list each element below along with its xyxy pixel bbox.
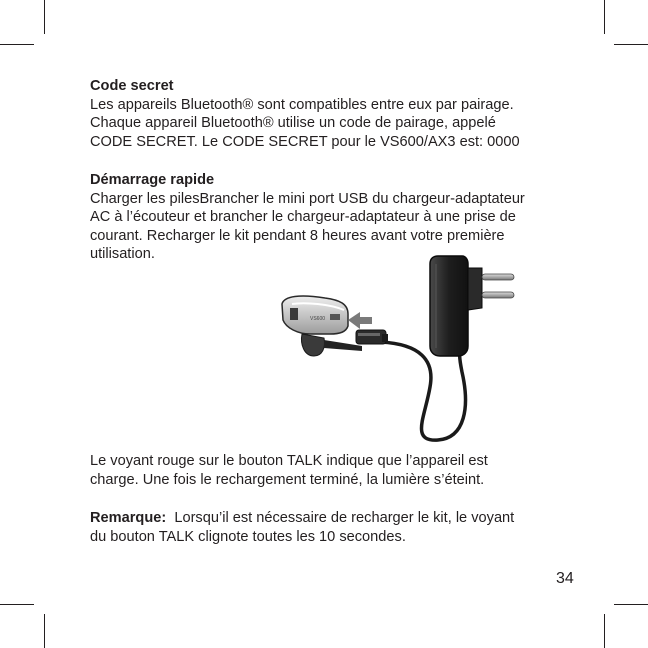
note-text-1: Lorsqu’il est nécessaire de recharger le kit, le voyant	[166, 510, 515, 526]
code-secret-line: Chaque appareil Bluetooth® utilise un code de pairage, appelé	[90, 115, 496, 132]
crop-mark-top-right-horizontal	[614, 44, 648, 45]
charging-illustration	[270, 252, 530, 442]
crop-mark-top-left-horizontal	[0, 44, 34, 45]
code-secret-line: CODE SECRET. Le CODE SECRET pour le VS600/AX3 est: 0000	[90, 133, 520, 150]
led-line: Le voyant rouge sur le bouton TALK indique que l’appareil est	[90, 453, 488, 469]
quick-start-line: Charger les pilesBrancher le mini port USB du chargeur-adaptateur	[90, 190, 525, 207]
quick-start-heading: Démarrage rapide	[90, 172, 215, 188]
charger-adapter-icon	[430, 256, 514, 356]
code-secret-heading: Code secret	[90, 78, 174, 94]
quick-start-line: AC à l’écouteur et brancher le chargeur-adaptateur à une prise de	[90, 209, 516, 226]
headset-icon	[282, 296, 362, 356]
note-label: Remarque:	[90, 510, 167, 526]
note-paragraph	[90, 509, 570, 546]
headset-label: VS600	[310, 316, 326, 322]
quick-start-line: utilisation.	[90, 246, 155, 263]
quick-start-line: courant. Recharger le kit pendant 8 heures avant votre première	[90, 227, 505, 244]
note-line-1	[90, 509, 570, 528]
quick-start-section	[90, 171, 570, 264]
arrow-left-icon	[348, 312, 372, 329]
crop-mark-top-right-vertical	[604, 0, 605, 34]
page-number: 34	[556, 570, 574, 587]
code-secret-section	[90, 77, 570, 151]
led-paragraph	[90, 452, 570, 489]
crop-mark-bottom-left-horizontal	[0, 604, 34, 605]
led-line: charge. Une fois le rechargement terminé, la lumière s’éteint.	[90, 471, 485, 488]
code-secret-line: Les appareils Bluetooth® sont compatibles entre eux par pairage.	[90, 96, 514, 113]
crop-mark-bottom-left-vertical	[44, 614, 45, 648]
crop-mark-bottom-right-horizontal	[614, 604, 648, 605]
usb-plug-icon	[356, 330, 388, 344]
note-line-2: du bouton TALK clignote toutes les 10 secondes.	[90, 528, 406, 545]
crop-mark-top-left-vertical	[44, 0, 45, 34]
crop-mark-bottom-right-vertical	[604, 614, 605, 648]
